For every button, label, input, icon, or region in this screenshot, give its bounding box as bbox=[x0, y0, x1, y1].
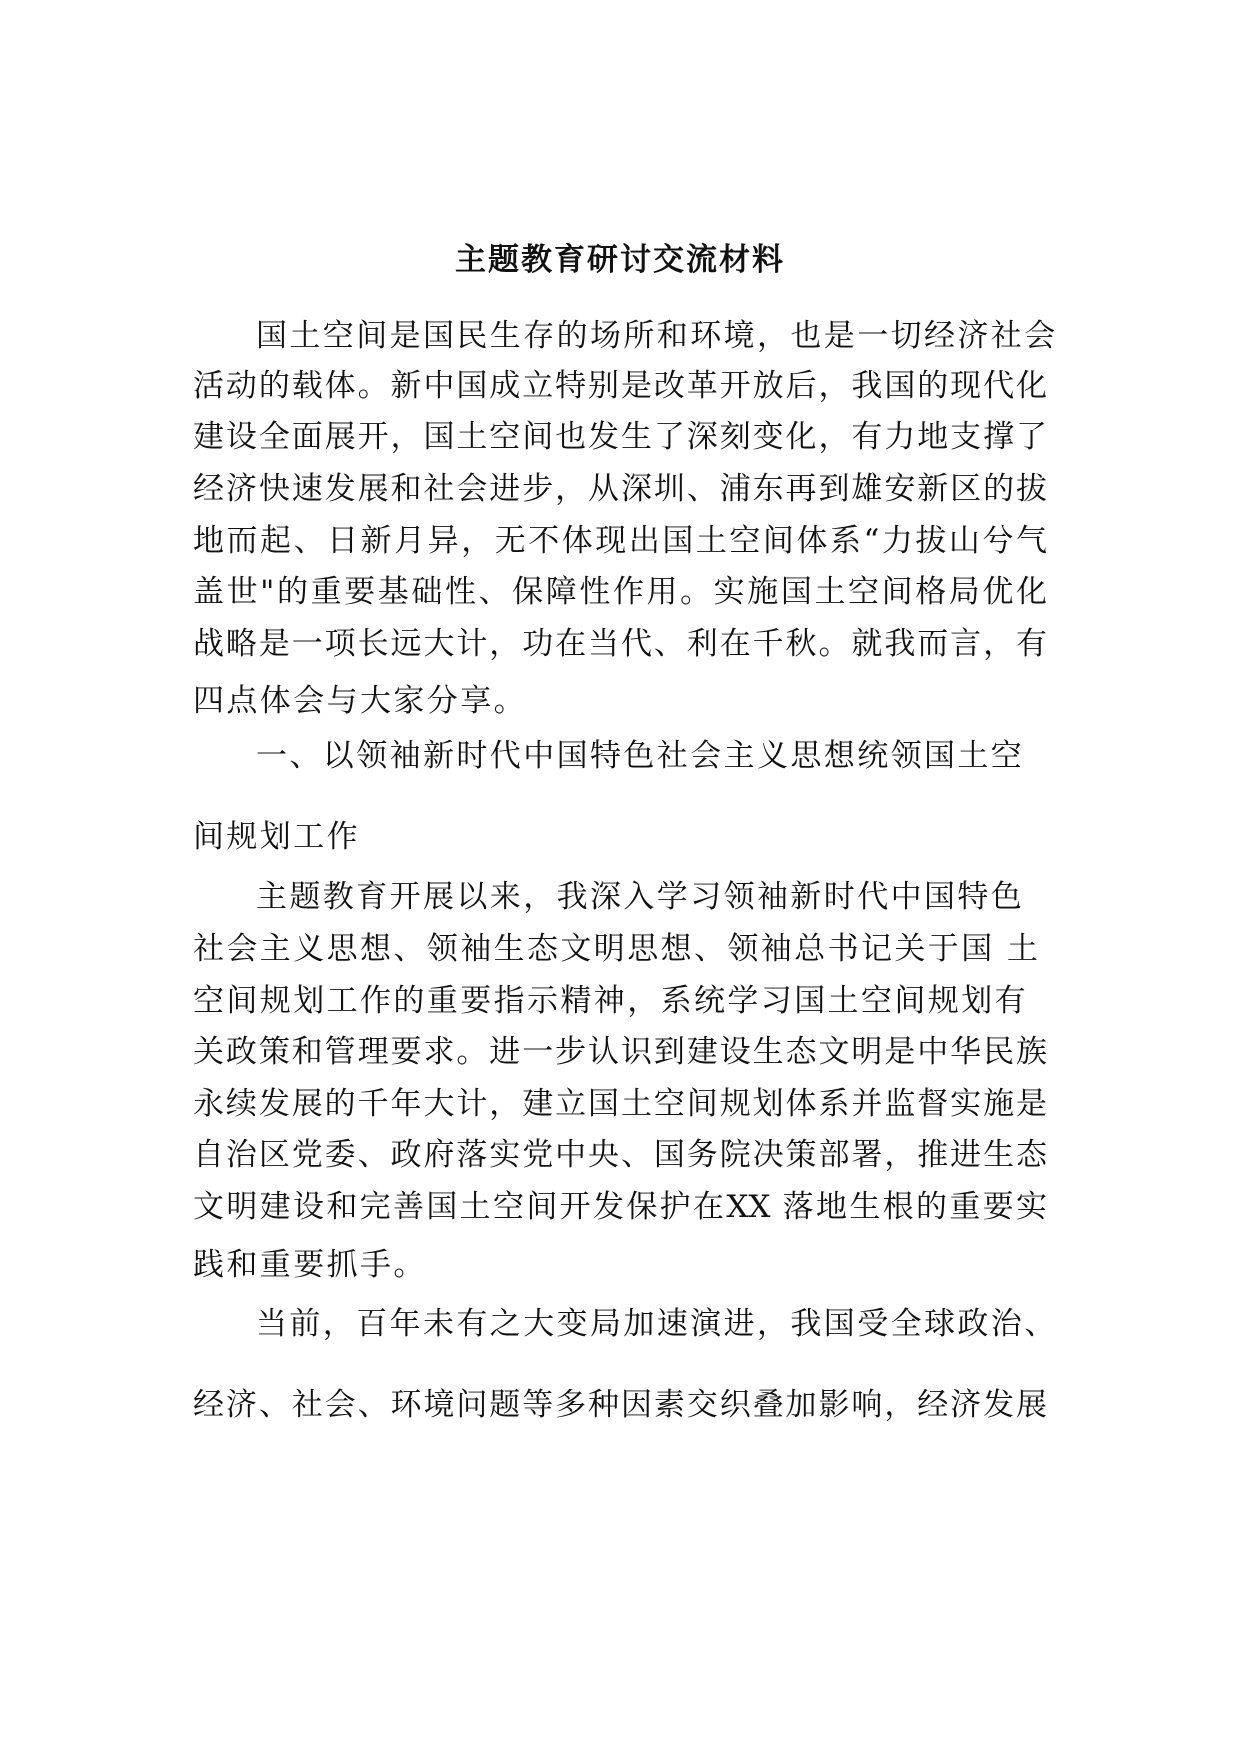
paragraph2-line-1: 主题教育开展以来，我深入学习领袖新时代中国特色 bbox=[256, 879, 1025, 915]
paragraph2-line-2: 社会主义思想、领袖生态文明思想、领袖总书记关于国 土 bbox=[193, 931, 1041, 967]
paragraph1-line-4: 经济快速发展和社会进步，从深圳、浦东再到雄安新区的拔 bbox=[193, 471, 1047, 507]
document-title: 主题教育研讨交流材料 bbox=[455, 242, 785, 278]
paragraph2-line-5: 永续发展的千年大计，建立国土空间规划体系并监督实施是 bbox=[193, 1086, 1047, 1122]
paragraph2-line-7: 文明建设和完善国土空间开发保护在XX 落地生根的重要实 bbox=[193, 1189, 1047, 1225]
paragraph3-line-2: 经济、社会、环境问题等多种因素交织叠加影响，经济发展 bbox=[193, 1387, 1047, 1423]
paragraph1-line-6: 盖世"的重要基础性、保障性作用。实施国土空间格局优化 bbox=[193, 574, 1047, 610]
section-heading-line-1: 一、以领袖新时代中国特色社会主义思想统领国土空 bbox=[256, 738, 1025, 774]
section-heading-line-2: 间规划工作 bbox=[193, 819, 360, 855]
paragraph1-line-8: 四点体会与大家分享。 bbox=[193, 683, 527, 719]
paragraph1-line-5: 地而起、日新月异，无不体现出国土空间体系“力拔山兮气 bbox=[193, 523, 1047, 559]
paragraph2-line-6: 自治区党委、政府落实党中央、国务院决策部署，推进生态 bbox=[193, 1137, 1047, 1173]
paragraph2-line-4: 关政策和管理要求。进一步认识到建设生态文明是中华民族 bbox=[193, 1034, 1047, 1070]
paragraph2-line-3: 空间规划工作的重要指示精神，系统学习国土空间规划有 bbox=[193, 983, 1028, 1019]
paragraph1-line-2: 活动的载体。新中国成立特别是改革开放后，我国的现代化 bbox=[193, 368, 1047, 404]
paragraph1-line-1: 国土空间是国民生存的场所和环境，也是一切经济社会 bbox=[256, 318, 1058, 354]
paragraph3-line-1: 当前，百年未有之大变局加速演进，我国受全球政治、 bbox=[256, 1306, 1058, 1342]
paragraph1-line-7: 战略是一项长远大计，功在当代、利在千秋。就我而言，有 bbox=[193, 626, 1047, 662]
paragraph1-line-3: 建设全面展开，国土空间也发生了深刻变化，有力地支撑了 bbox=[193, 419, 1047, 455]
paragraph2-line-8: 践和重要抓手。 bbox=[193, 1247, 427, 1283]
